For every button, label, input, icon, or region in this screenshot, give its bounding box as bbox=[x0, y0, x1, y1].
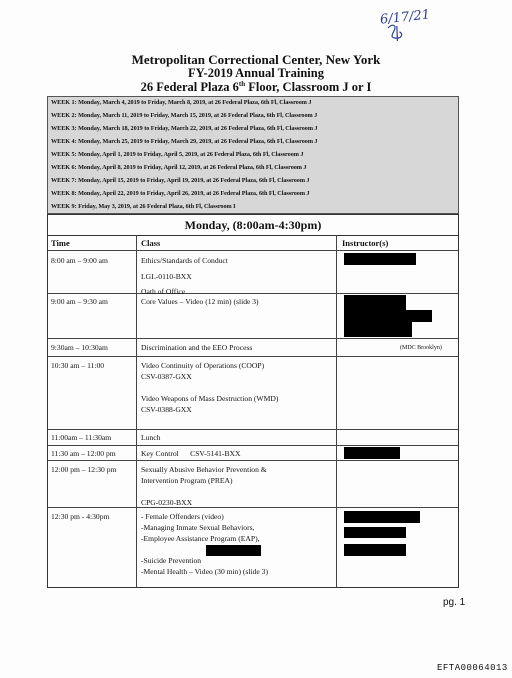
week-9: WEEK 9: Friday, May 3, 2019, at 26 Federal Plaza, 6th Fl, Classroom I bbox=[51, 203, 236, 210]
redaction-bar bbox=[344, 527, 406, 538]
row-divider bbox=[48, 445, 458, 446]
column-divider bbox=[136, 235, 137, 587]
column-header-time: Time bbox=[51, 238, 70, 248]
header-institution: Metropolitan Correctional Center, New York bbox=[131, 52, 381, 67]
row-time: 8:00 am – 9:00 am bbox=[51, 256, 108, 265]
week-1: WEEK 1: Monday, March 4, 2019 to Friday, March 8, 2019, at 26 Federal Plaza, 6th Fl, Classroom J bbox=[51, 99, 312, 106]
row-divider bbox=[48, 293, 458, 294]
column-header-class: Class bbox=[141, 238, 161, 248]
row-time: 9:30am – 10:30am bbox=[51, 343, 108, 352]
week-3: WEEK 3: Monday, March 18, 2019 to Friday, March 22, 2019, at 26 Federal Plaza, 6th Fl, Classroom J bbox=[51, 125, 318, 132]
redaction-bar bbox=[344, 310, 432, 322]
row-class: - Female Offenders (video) -Managing Inmate Sexual Behaviors, -Employee Assistance Program (EAP), -Suicide Prevention -Mental Health – Video (30 min) (slide 3) bbox=[141, 512, 268, 576]
row-time: 11:00am – 11:30am bbox=[51, 433, 112, 442]
row-time: 11:30 am – 12:00 pm bbox=[51, 449, 116, 458]
redaction-bar bbox=[206, 545, 261, 556]
row-class: Ethics/Standards of Conduct LGL-0110-BXX Oath of Office bbox=[141, 256, 228, 296]
handwritten-date-text: 6/17/21 bbox=[379, 7, 431, 28]
document-id: EFTA00064013 bbox=[437, 663, 508, 673]
row-class: Video Continuity of Operations (COOP) CSV-0387-GXX Video Weapons of Mass Destruction (WMD) CSV-0388-GXX bbox=[141, 361, 279, 414]
row-class: Sexually Abusive Behavior Prevention & Intervention Program (PREA) CPG-0230-BXX bbox=[141, 465, 267, 507]
week-5: WEEK 5: Monday, April 1, 2019 to Friday, April 5, 2019, at 26 Federal Plaza, 6th Fl, Classroom J bbox=[51, 151, 304, 158]
row-divider bbox=[48, 460, 458, 461]
redaction-bar bbox=[344, 447, 400, 459]
page-number: pg. 1 bbox=[443, 597, 466, 608]
week-6: WEEK 6: Monday, April 8, 2019 to Friday, April 12, 2019, at 26 Federal Plaza, 6th Fl, Classroom J bbox=[51, 164, 307, 171]
header-location: 26 Federal Plaza 6th Floor, Classroom J or I bbox=[140, 79, 372, 94]
row-class: Core Values – Video (12 min) (slide 3) bbox=[141, 297, 259, 306]
row-class: Lunch bbox=[141, 433, 161, 442]
weeks-box bbox=[47, 96, 459, 214]
week-4: WEEK 4: Monday, March 25, 2019 to Friday, March 29, 2019, at 26 Federal Plaza, 6th Fl, Classroom J bbox=[51, 138, 318, 145]
week-8: WEEK 8: Monday, April 22, 2019 to Friday, April 26, 2019, at 26 Federal Plaza, 6th Fl, Classroom J bbox=[51, 190, 310, 197]
schedule-table bbox=[47, 214, 459, 588]
row-class: Key Control CSV-5141-BXX bbox=[141, 449, 241, 458]
handwritten-date bbox=[379, 7, 432, 46]
instructor-note: (MDC Brooklyn) bbox=[400, 345, 442, 351]
row-time: 10:30 am – 11:00 bbox=[51, 361, 105, 370]
row-divider bbox=[48, 429, 458, 430]
week-7: WEEK 7: Monday, April 15, 2019 to Friday, April 19, 2019, at 26 Federal Plaza, 6th Fl, Classroom J bbox=[51, 177, 310, 184]
redaction-bar bbox=[344, 253, 416, 265]
column-divider bbox=[336, 235, 337, 587]
initials-signature-icon bbox=[385, 22, 409, 44]
redaction-bar bbox=[344, 544, 406, 556]
column-header-instructor: Instructor(s) bbox=[342, 238, 389, 248]
row-divider bbox=[48, 338, 458, 339]
row-divider bbox=[48, 356, 458, 357]
redaction-bar bbox=[344, 295, 406, 310]
row-time: 12:00 pm – 12:30 pm bbox=[51, 465, 117, 474]
row-class: Discrimination and the EEO Process bbox=[141, 343, 253, 352]
header-training-title: FY-2019 Annual Training bbox=[188, 66, 324, 80]
row-divider bbox=[48, 250, 458, 251]
week-2: WEEK 2: Monday, March 11, 2019 to Friday, March 15, 2019, at 26 Federal Plaza, 6th Fl, Classroom J bbox=[51, 112, 318, 119]
day-header: Monday, (8:00am-4:30pm) bbox=[48, 215, 458, 236]
row-time: 12:30 pm - 4:30pm bbox=[51, 512, 110, 521]
row-time: 9:00 am – 9:30 am bbox=[51, 297, 108, 306]
redaction-bar bbox=[344, 511, 420, 523]
redaction-bar bbox=[344, 322, 412, 337]
